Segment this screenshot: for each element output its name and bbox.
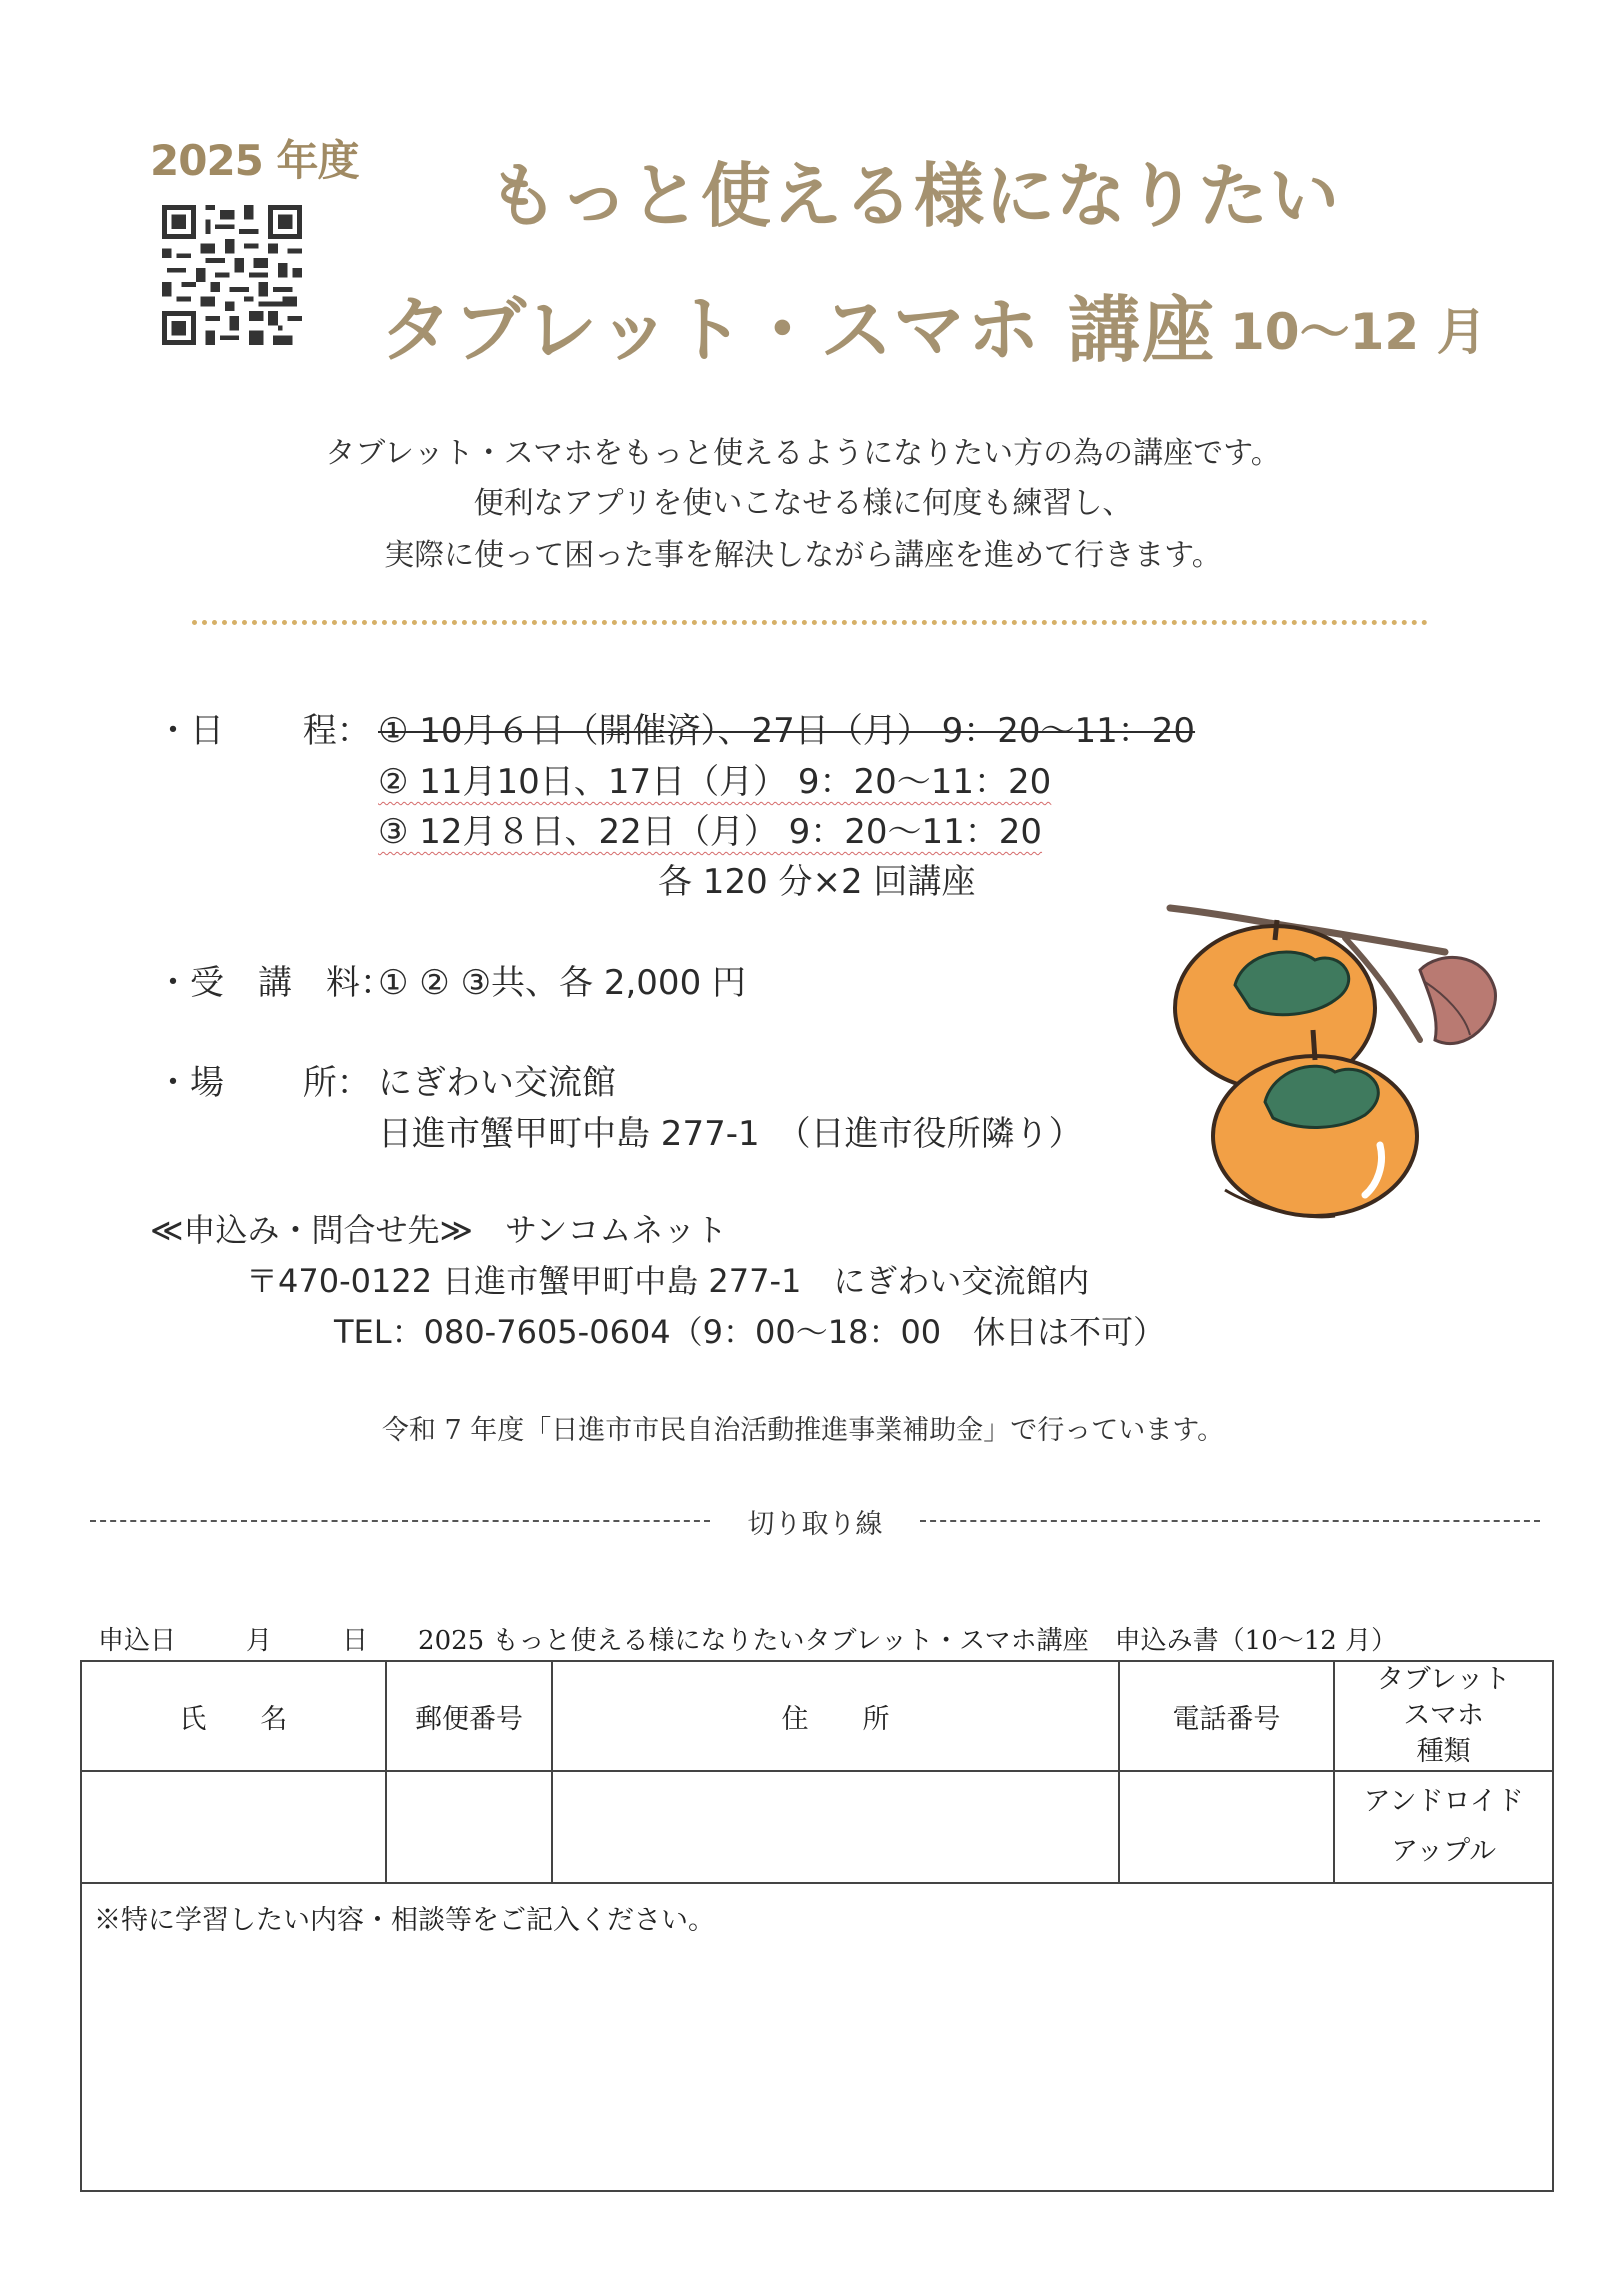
- intro-line-2: 便利なアプリを使いこなせる様に何度も練習し、: [473, 486, 1133, 521]
- venue-name: にぎわい交流館: [378, 1063, 616, 1103]
- device-type-header-line-3: 種類: [1416, 1736, 1471, 1767]
- qr-code-icon[interactable]: [162, 205, 302, 345]
- form-header: [98, 1620, 1397, 1657]
- device-option-android[interactable]: アンドロイド: [1363, 1786, 1524, 1817]
- application-date-label: 申込日: [98, 1626, 177, 1656]
- cut-line: [90, 1500, 1540, 1540]
- contact-heading: ≪申込み・問合せ先≫ サンコムネット: [150, 1211, 728, 1249]
- phone-column-header: 電話番号: [1119, 1661, 1335, 1771]
- schedule-session-2: ② 11月10日、17日（月） 9：20～11：20: [378, 762, 1052, 802]
- venue-address: 日進市蟹甲町中島 277-1 （日進市役所隣り）: [378, 1114, 1083, 1154]
- course-title: タブレット・スマホ 講座: [380, 288, 1217, 372]
- notes-field[interactable]: [81, 1883, 1553, 2191]
- intro-line-3: 実際に使って困った事を解決しながら講座を進めて行きます。: [384, 538, 1222, 573]
- device-option-apple[interactable]: アップル: [1391, 1836, 1497, 1867]
- course-months: 10～12 月: [1230, 303, 1487, 361]
- fee-value: ① ② ③共、各 2,000 円: [378, 963, 747, 1003]
- phone-field[interactable]: [1119, 1771, 1335, 1883]
- postal-column-header: 郵便番号: [386, 1661, 553, 1771]
- schedule-note: 各 120 分×2 回講座: [658, 862, 976, 902]
- device-type-header-line-2: スマホ: [1403, 1700, 1484, 1731]
- name-field[interactable]: [81, 1771, 386, 1883]
- day-label: 日: [342, 1626, 369, 1656]
- persimmon-illustration: [1165, 890, 1510, 1220]
- form-title: 2025 もっと使える様になりたいタブレット・スマホ講座 申込み書（10～12 月）: [418, 1626, 1398, 1656]
- schedule-session-3: ③ 12月８日、22日（月） 9：20～11：20: [378, 812, 1043, 852]
- postal-code-field[interactable]: [386, 1771, 553, 1883]
- address-column-header: 住 所: [552, 1661, 1118, 1771]
- intro-line-1: タブレット・スマホをもっと使えるようになりたい方の為の講座です。: [325, 436, 1281, 471]
- device-type-column-header: [1334, 1661, 1553, 1771]
- month-label: 月: [246, 1626, 273, 1656]
- notes-prompt: ※特に学習したい内容・相談等をご記入ください。: [94, 1905, 715, 1936]
- dotted-divider: [192, 620, 1428, 629]
- device-type-header-line-1: タブレット: [1376, 1664, 1511, 1695]
- fee-label: ・受 講 料：: [156, 963, 394, 1003]
- page-title: もっと使える様になりたい: [488, 155, 1340, 237]
- name-column-header: 氏 名: [81, 1661, 386, 1771]
- fiscal-year: 2025 年度: [150, 136, 359, 185]
- application-form: [80, 1660, 1554, 2192]
- subsidy-note: 令和 7 年度「日進市市民自治活動推進事業補助金」で行っています。: [381, 1415, 1225, 1446]
- device-type-field[interactable]: [1334, 1771, 1553, 1883]
- contact-tel[interactable]: TEL：080-7605-0604（9：00～18：00 休日は不可）: [334, 1313, 1166, 1351]
- contact-address: 〒470-0122 日進市蟹甲町中島 277-1 にぎわい交流館内: [246, 1262, 1090, 1300]
- address-field[interactable]: [552, 1771, 1118, 1883]
- schedule-label: ・日 程：: [156, 711, 371, 751]
- schedule-session-1: ① 10月６日（開催済）、27日（月） 9：20～11：20: [378, 711, 1196, 751]
- venue-label: ・場 所：: [156, 1063, 371, 1103]
- cut-line-label: 切り取り線: [747, 1509, 883, 1540]
